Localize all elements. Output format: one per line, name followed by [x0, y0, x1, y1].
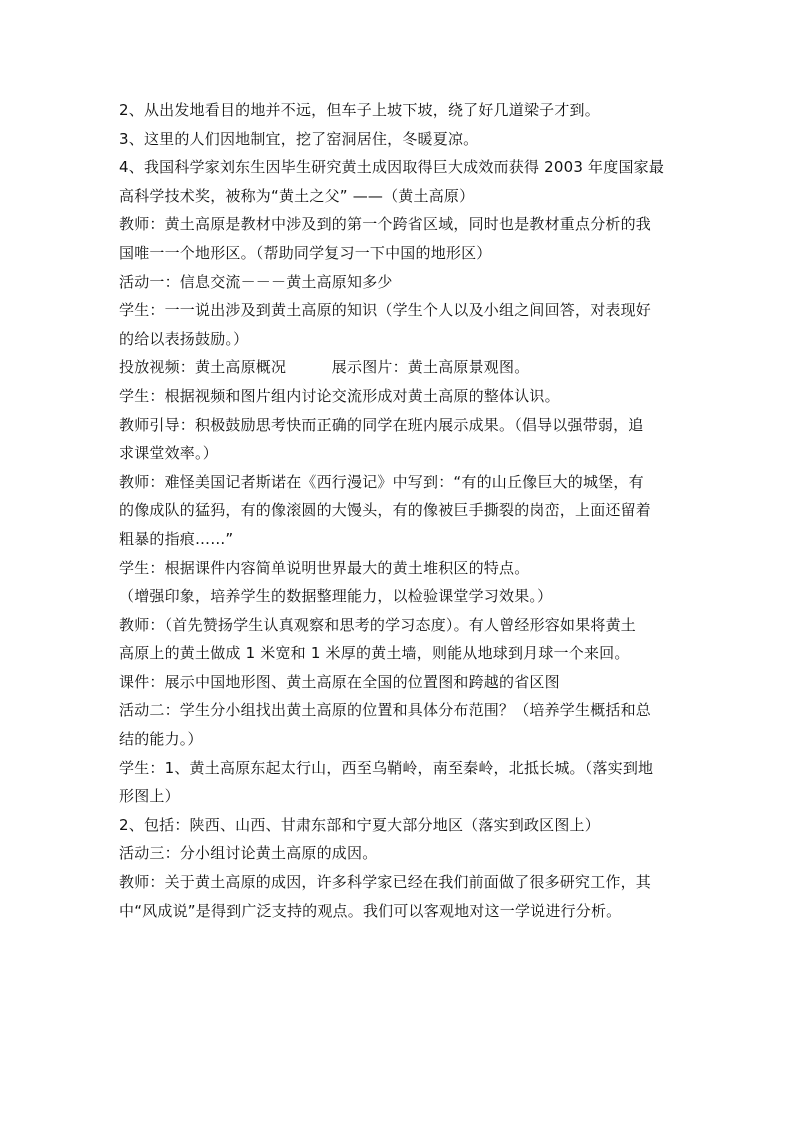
text-line: 教师：黄土高原是教材中涉及到的第一个跨省区域，同时也是教材重点分析的我 — [119, 215, 652, 234]
text-line: 形图上） — [119, 787, 180, 806]
text-line: 国唯一一个地形区。（帮助同学复习一下中国的地形区） — [119, 243, 492, 262]
text-line: 学生：根据视频和图片组内讨论交流形成对黄土高原的整体认识。 — [119, 386, 560, 405]
text-line: 求课堂效率。） — [119, 444, 218, 463]
text-line: （增强印象，培养学生的数据整理能力，以检验课堂学习效果。） — [119, 587, 553, 606]
text-line: 的像成队的猛犸，有的像滚圆的大馒头，有的像被巨手撕裂的岗峦，上面还留着 — [119, 501, 652, 520]
text-line: 学生：1、黄土高原东起太行山，西至乌鞘岭，南至秦岭，北抵长城。（落实到地 — [119, 758, 654, 777]
text-line: 教师引导：积极鼓励思考快而正确的同学在班内展示成果。（倡导以强带弱，追 — [119, 415, 644, 434]
text-line: 4、我国科学家刘东生因毕生研究黄土成因取得巨大成效而获得 2003 年度国家最 — [119, 158, 665, 177]
text-line: 投放视频：黄土高原概况 展示图片：黄土高原景观图。 — [119, 358, 530, 377]
text-line: 高原上的黄土做成 1 米宽和 1 米厚的黄土墙，则能从地球到月球一个来回。 — [119, 644, 630, 663]
text-line: 学生：一一说出涉及到黄土高原的知识（学生个人以及小组之间回答，对表现好 — [119, 301, 652, 320]
text-line: 学生：根据课件内容简单说明世界最大的黄土堆积区的特点。 — [119, 558, 530, 577]
text-line: 粗暴的指痕……” — [119, 529, 234, 548]
text-line: 教师：关于黄土高原的成因，许多科学家已经在我们前面做了很多研究工作，其 — [119, 873, 652, 892]
text-line: 结的能力。） — [119, 730, 203, 749]
text-line: 的给以表扬鼓励。） — [119, 329, 249, 348]
text-line: 3、这里的人们因地制宜，挖了窑洞居住，冬暖夏凉。 — [119, 129, 479, 148]
text-line: 2、从出发地看目的地并不远，但车子上坡下坡，绕了好几道梁子才到。 — [119, 101, 600, 119]
activity-heading: 活动二：学生分小组找出黄土高原的位置和具体分布范围？（培养学生概括和总 — [119, 701, 652, 720]
text-line: 高科学技术奖，被称为“黄土之父” ——（黄土高原） — [119, 186, 475, 205]
activity-heading: 活动三：分小组讨论黄土高原的成因。 — [119, 844, 378, 863]
text-line: 课件：展示中国地形图、黄土高原在全国的位置图和跨越的省区图 — [119, 672, 560, 691]
text-line: 教师：（首先赞扬学生认真观察和思考的学习态度）。有人曾经形容如果将黄土 — [119, 615, 637, 634]
text-line: 2、包括：陕西、山西、甘肃东部和宁夏大部分地区（落实到政区图上） — [119, 815, 600, 834]
text-line: 中“风成说”是得到广泛支持的观点。我们可以客观地对这一学说进行分析。 — [119, 901, 622, 920]
activity-heading: 活动一：信息交流－－－黄土高原知多少 — [119, 272, 393, 291]
text-line: 教师：难怪美国记者斯诺在《西行漫记》中写到：“有的山丘像巨大的城堡，有 — [119, 472, 644, 491]
document-body — [119, 96, 679, 925]
